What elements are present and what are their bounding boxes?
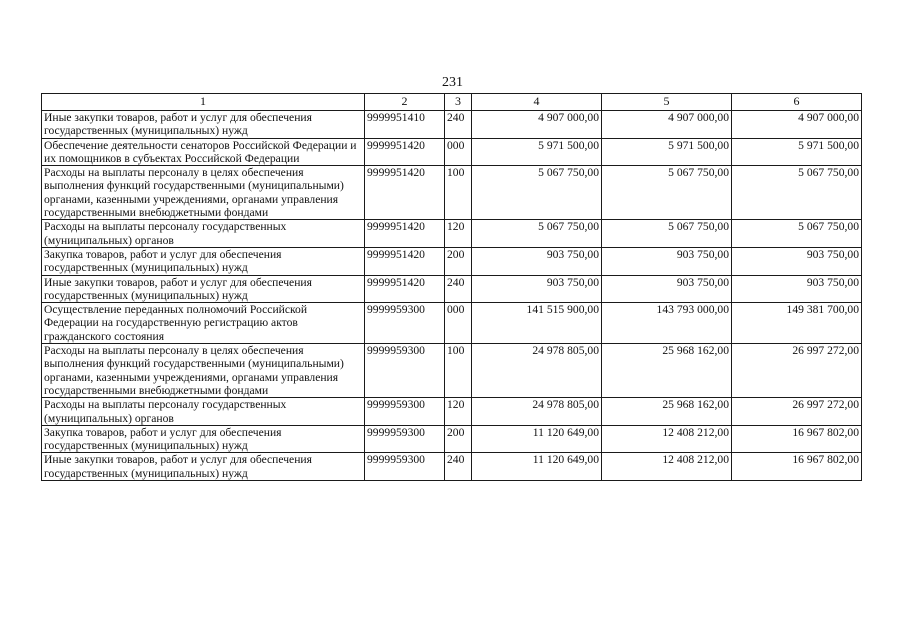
row-amount-4: 24 978 805,00 [472,344,602,398]
row-amount-4: 5 971 500,00 [472,138,602,166]
table-row [42,398,862,426]
row-amount-6: 5 067 750,00 [732,220,862,248]
row-amount-5: 25 968 162,00 [602,398,732,426]
row-name: Иные закупки товаров, работ и услуг для обеспечения государственных (муниципальных) нужд [42,453,365,481]
table-row [42,166,862,220]
row-name: Расходы на выплаты персоналу государственных (муниципальных) органов [42,220,365,248]
column-header-2: 2 [365,94,445,111]
row-code: 9999951420 [365,166,445,220]
row-amount-6: 26 997 272,00 [732,344,862,398]
row-amount-5: 903 750,00 [602,275,732,303]
row-amount-5: 5 971 500,00 [602,138,732,166]
table-row [42,111,862,139]
row-amount-6: 16 967 802,00 [732,453,862,481]
table-header-row [42,94,862,111]
table-row [42,247,862,275]
column-header-6: 6 [732,94,862,111]
row-code: 9999959300 [365,303,445,344]
table-row [42,303,862,344]
row-amount-4: 903 750,00 [472,247,602,275]
row-amount-5: 903 750,00 [602,247,732,275]
row-code: 9999951420 [365,138,445,166]
table-row [42,453,862,481]
row-amount-6: 5 971 500,00 [732,138,862,166]
table-row [42,138,862,166]
row-amount-5: 12 408 212,00 [602,425,732,453]
row-amount-4: 11 120 649,00 [472,453,602,481]
row-amount-4: 11 120 649,00 [472,425,602,453]
row-amount-5: 4 907 000,00 [602,111,732,139]
row-code: 9999951420 [365,275,445,303]
row-type: 240 [445,275,472,303]
row-amount-4: 903 750,00 [472,275,602,303]
row-type: 100 [445,166,472,220]
table-row [42,275,862,303]
row-name: Закупка товаров, работ и услуг для обеспечения государственных (муниципальных) нужд [42,425,365,453]
row-amount-5: 5 067 750,00 [602,166,732,220]
row-amount-4: 5 067 750,00 [472,166,602,220]
row-name: Иные закупки товаров, работ и услуг для обеспечения государственных (муниципальных) нужд [42,111,365,139]
budget-table [41,93,862,481]
row-name: Расходы на выплаты персоналу в целях обеспечения выполнения функций государственными (муниципальными) органами, казенными учреждениями, органами управления государственными внебюджетными фондами [42,344,365,398]
row-code: 9999951410 [365,111,445,139]
row-amount-6: 16 967 802,00 [732,425,862,453]
row-amount-4: 4 907 000,00 [472,111,602,139]
table-row [42,425,862,453]
row-type: 240 [445,111,472,139]
column-header-4: 4 [472,94,602,111]
row-amount-5: 25 968 162,00 [602,344,732,398]
column-header-5: 5 [602,94,732,111]
row-type: 000 [445,303,472,344]
row-amount-4: 5 067 750,00 [472,220,602,248]
row-code: 9999959300 [365,398,445,426]
page-number: 231 [442,75,463,90]
row-type: 200 [445,247,472,275]
table-row [42,344,862,398]
row-name: Закупка товаров, работ и услуг для обеспечения государственных (муниципальных) нужд [42,247,365,275]
table-row [42,220,862,248]
row-type: 000 [445,138,472,166]
row-amount-6: 149 381 700,00 [732,303,862,344]
row-name: Иные закупки товаров, работ и услуг для обеспечения государственных (муниципальных) нужд [42,275,365,303]
row-amount-6: 5 067 750,00 [732,166,862,220]
row-amount-4: 141 515 900,00 [472,303,602,344]
row-amount-5: 12 408 212,00 [602,453,732,481]
row-amount-6: 26 997 272,00 [732,398,862,426]
row-name: Расходы на выплаты персоналу государственных (муниципальных) органов [42,398,365,426]
row-name: Обеспечение деятельности сенаторов Российской Федерации и их помощников в субъектах Российской Федерации [42,138,365,166]
row-type: 120 [445,398,472,426]
row-code: 9999959300 [365,344,445,398]
row-name: Расходы на выплаты персоналу в целях обеспечения выполнения функций государственными (муниципальными) органами, казенными учреждениями, органами управления государственными внебюджетными фондами [42,166,365,220]
column-header-3: 3 [445,94,472,111]
row-amount-4: 24 978 805,00 [472,398,602,426]
row-type: 240 [445,453,472,481]
row-amount-6: 903 750,00 [732,247,862,275]
row-amount-5: 143 793 000,00 [602,303,732,344]
row-name: Осуществление переданных полномочий Российской Федерации на государственную регистрацию актов гражданского состояния [42,303,365,344]
row-amount-6: 903 750,00 [732,275,862,303]
row-type: 100 [445,344,472,398]
row-amount-6: 4 907 000,00 [732,111,862,139]
row-code: 9999951420 [365,220,445,248]
row-code: 9999951420 [365,247,445,275]
row-code: 9999959300 [365,453,445,481]
row-type: 120 [445,220,472,248]
row-code: 9999959300 [365,425,445,453]
column-header-1: 1 [42,94,365,111]
row-type: 200 [445,425,472,453]
row-amount-5: 5 067 750,00 [602,220,732,248]
